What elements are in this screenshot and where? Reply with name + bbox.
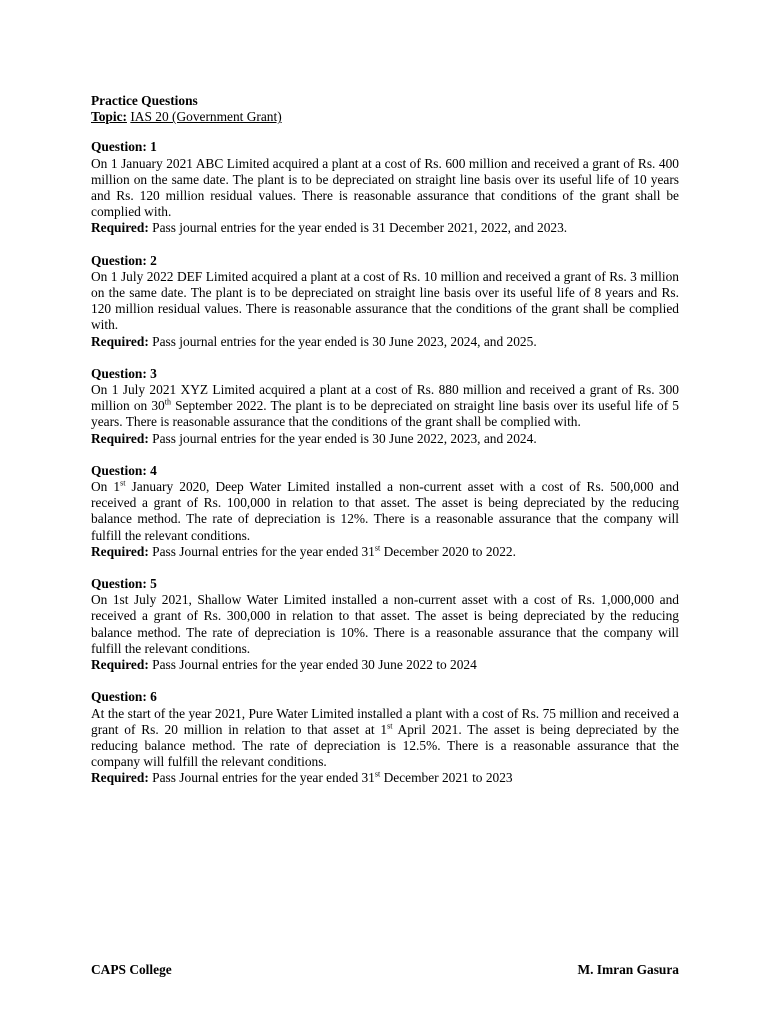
topic-value: IAS 20 (Government Grant)	[130, 109, 282, 125]
required-text-part: December 2020 to 2022.	[380, 543, 516, 559]
question-required	[91, 334, 679, 350]
topic-label: Topic:	[91, 109, 127, 125]
question-body: On 1 January 2021 ABC Limited acquired a plant at a cost of Rs. 600 million and received a grant of Rs. 400 million on the same date. The plant is to be depreciated on straight line basis over its useful life of 10 years and Rs. 120 million residual values. There is reasonable assurance that conditions of the grant shall be complied with.	[91, 155, 679, 220]
required-text: Pass journal entries for the year ended is 30 June 2022, 2023, and 2024.	[152, 430, 537, 446]
question-2	[91, 253, 679, 350]
required-label: Required:	[91, 770, 149, 786]
question-body	[91, 706, 679, 771]
question-body-part: January 2020, Deep Water Limited installed a non-current asset with a cost of Rs. 500,000 and received a grant of Rs. 100,000 in relation to that asset. The asset is being depreciated by the reducing balance method. The rate of depreciation is 12%. There is a reasonable assurance that the company will fulfill the relevant conditions.	[91, 479, 679, 543]
required-label: Required:	[91, 220, 149, 236]
question-title: Question: 1	[91, 139, 157, 155]
document-heading	[91, 93, 679, 125]
required-text: Pass journal entries for the year ended is 31 December 2021, 2022, and 2023.	[152, 220, 568, 236]
question-title: Question: 3	[91, 365, 157, 381]
question-required	[91, 544, 679, 560]
question-1	[91, 139, 679, 236]
superscript: st	[374, 543, 381, 553]
topic-line	[91, 109, 679, 125]
superscript: st	[120, 478, 126, 488]
question-6	[91, 689, 679, 786]
required-text-part: December 2021 to 2023	[380, 770, 513, 786]
footer-left: CAPS College	[91, 962, 172, 977]
question-title: Question: 4	[91, 462, 157, 478]
document-page	[91, 93, 679, 803]
question-3	[91, 366, 679, 447]
question-title: Question: 6	[91, 689, 157, 705]
superscript: st	[374, 769, 381, 779]
question-body-part: At the start of the year 2021, Pure Water Limited installed a plant with a cost of Rs. 75 million and received a grant of Rs. 20 million in relation to that asset at 1	[91, 705, 679, 737]
required-text-part: Pass Journal entries for the year ended 31	[152, 770, 375, 786]
document-title: Practice Questions	[91, 93, 198, 108]
required-label: Required:	[91, 333, 149, 349]
question-required	[91, 657, 679, 673]
question-body-part: On 1 July 2021 XYZ Limited acquired a plant at a cost of Rs. 880 million and received a grant of Rs. 300 million on 30	[91, 382, 679, 414]
question-body-part: April 2021. The asset is being depreciated by the reducing balance method. The rate of depreciation is 12.5%. There is a reasonable assurance that the company will fulfill the relevant conditions.	[91, 721, 679, 770]
question-body: On 1 July 2022 DEF Limited acquired a plant at a cost of Rs. 10 million and received a grant of Rs. 3 million on the same date. The plant is to be depreciated on straight line basis over its useful life of 8 years and Rs. 120 million residual values. There is reasonable assurance that the conditions of the grant shall be complied with.	[91, 268, 679, 333]
required-text: Pass journal entries for the year ended is 30 June 2023, 2024, and 2025.	[152, 333, 537, 349]
question-title: Question: 5	[91, 576, 157, 592]
question-body	[91, 382, 679, 431]
question-4	[91, 463, 679, 560]
page-footer	[91, 962, 679, 978]
question-required	[91, 431, 679, 447]
footer-right: M. Imran Gasura	[577, 962, 679, 977]
question-5	[91, 576, 679, 673]
question-required	[91, 220, 679, 236]
question-required	[91, 770, 679, 786]
required-text-part: Pass Journal entries for the year ended 31	[152, 543, 375, 559]
question-body	[91, 479, 679, 544]
question-body: On 1st July 2021, Shallow Water Limited installed a non-current asset with a cost of Rs. 1,000,000 and received a grant of Rs. 300,000 in relation to that asset. The asset is being depreciated by the reducing balance method. The rate of depreciation is 10%. There is a reasonable assurance that the company will fulfill the relevant conditions.	[91, 592, 679, 656]
required-label: Required:	[91, 657, 149, 673]
required-label: Required:	[91, 543, 149, 559]
question-title: Question: 2	[91, 252, 157, 268]
question-body-part: On 1	[91, 479, 121, 495]
superscript: st	[387, 721, 393, 731]
superscript: th	[164, 397, 171, 407]
required-text: Pass Journal entries for the year ended 30 June 2022 to 2024	[152, 657, 477, 673]
required-label: Required:	[91, 430, 149, 446]
question-body-part: September 2022. The plant is to be depreciated on straight line basis over its useful life of 5 years. There is reasonable assurance that the conditions of the grant shall be complied with.	[91, 398, 679, 430]
